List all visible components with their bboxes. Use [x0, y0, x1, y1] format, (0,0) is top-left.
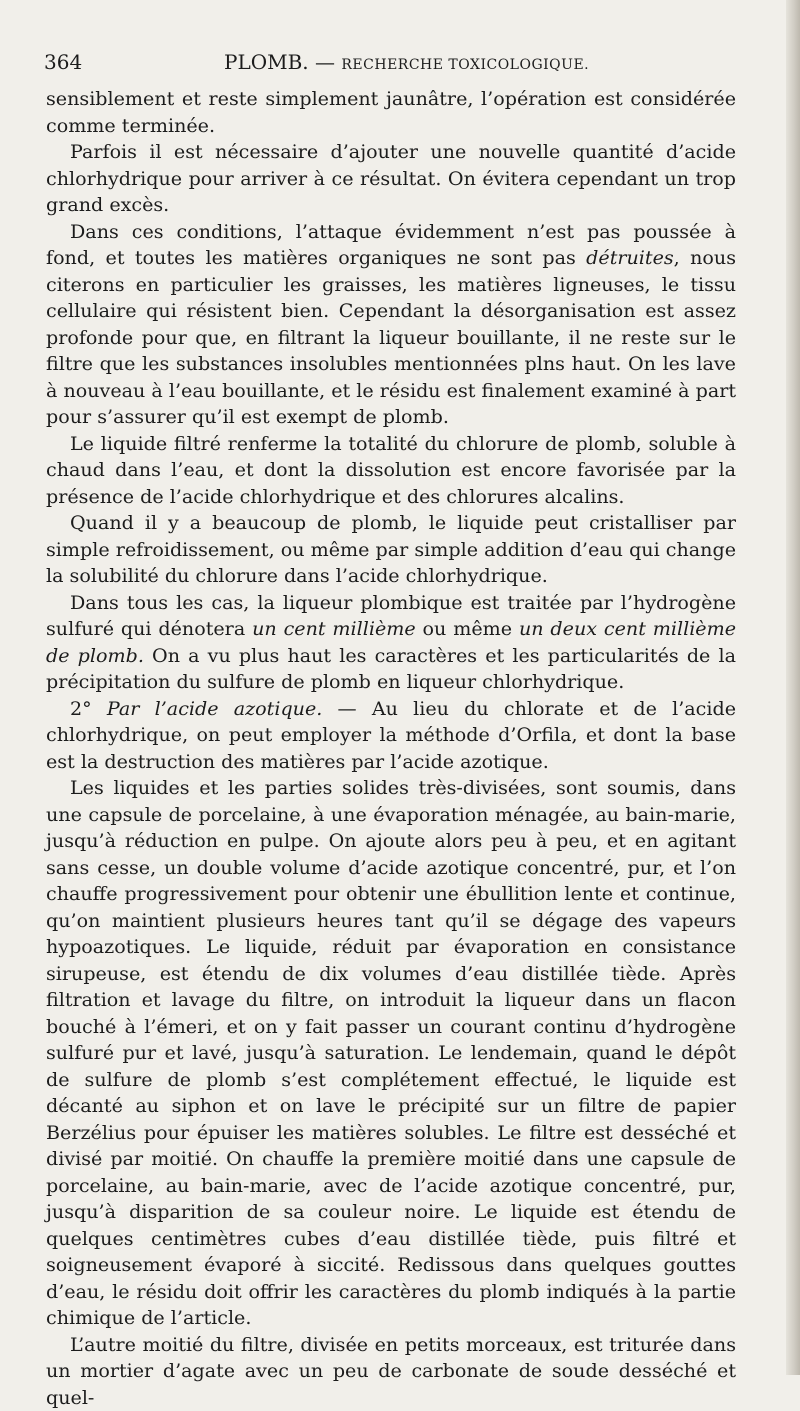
paragraph: Dans tous les cas, la liqueur plombique est traitée par l’hydrogène sulfuré qui dénotera un cent millième ou même un deux cent millième de plomb. On a vu plus haut les caractères et les particularités de la précipitation du sulfure de plomb en liqueur chlorhydrique.: [46, 590, 736, 696]
paragraph: Quand il y a beaucoup de plomb, le liquide peut cristalliser par simple refroidissement, ou même par simple addition d’eau qui change la solubilité du chlorure dans l’acide chlorhydrique.: [46, 510, 736, 590]
paragraph-continued: sensiblement et reste simplement jaunâtre, l’opération est considérée comme terminée.: [46, 86, 736, 139]
paragraph: Dans ces conditions, l’attaque évidemment n’est pas poussée à fond, et toutes les matières organiques ne sont pas détruites, nous citerons en particulier les graisses, les matières ligneuses, le tissu cellulaire qui résistent bien. Cependant la désorganisation est assez profonde pour que, en filtrant la liqueur bouillante, il ne reste sur le filtre que les substances insolubles mentionnées plns haut. On les lave à nouveau à l’eau bouillante, et le résidu est finalement examiné à part pour s’assurer qu’il est exempt de plomb.: [46, 219, 736, 431]
page-edge-shadow: [786, 0, 800, 1375]
paragraph-section: 2° Par l’acide azotique. — Au lieu du chlorate et de l’acide chlorhydrique, on peut employer la méthode d’Orfila, et dont la base est la destruction des matières par l’acide azotique.: [46, 696, 736, 776]
paragraph: Le liquide filtré renferme la totalité du chlorure de plomb, soluble à chaud dans l’eau, et dont la dissolution est encore favorisée par la présence de l’acide chlorhydrique et des chlorures alcalins.: [46, 431, 736, 511]
paragraph: L’autre moitié du filtre, divisée en petits morceaux, est triturée dans un mortier d’agate avec un peu de carbonate de soude desséché et quel-: [46, 1332, 736, 1411]
section-heading: Par l’acide azotique.: [107, 697, 322, 720]
paragraph: Les liquides et les parties solides très-divisées, sont soumis, dans une capsule de porcelaine, à une évaporation ménagée, au bain-marie, jusqu’à réduction en pulpe. On ajoute alors peu à peu, et en agitant sans cesse, un double volume d’acide azotique concentré, pur, et l’on chauffe progressivement pour obtenir une ébullition lente et continue, qu’on maintient plusieurs heures tant qu’il se dégage des vapeurs hypoazotiques. Le liquide, réduit par évaporation en consistance sirupeuse, est étendu de dix volumes d’eau distillée tiède. Après filtration et lavage du filtre, on introduit la liqueur dans un flacon bouché à l’émeri, et on y fait passer un courant continu d’hydrogène sulfuré pur et lavé, jusqu’à saturation. Le lendemain, quand le dépôt de sulfure de plomb s’est complétement effectué, le liquide est décanté au siphon et on lave le précipité sur un filtre de papier Berzélius pour épuiser les matières solubles. Le filtre est desséché et divisé par moitié. On chauffe la première moitié dans une capsule de porcelaine, au bain-marie, avec de l’acide azotique concentré, pur, jusqu’à disparition de sa couleur noire. Le liquide est étendu de quelques centimètres cubes d’eau distillée tiède, puis filtré et soigneusement évaporé à siccité. Redissous dans quelques gouttes d’eau, le résidu doit offrir les caractères du plomb indiqués à la partie chimique de l’article.: [46, 775, 736, 1332]
running-title: [224, 46, 589, 81]
italic-term: un deux cent millième de plomb.: [46, 617, 736, 667]
italic-term: un cent millième: [252, 617, 416, 640]
running-header: [44, 46, 744, 78]
italic-term: détruites: [586, 246, 674, 269]
page-number: 364: [44, 46, 82, 78]
paragraph: Parfois il est nécessaire d’ajouter une nouvelle quantité d’acide chlorhydrique pour arriver à ce résultat. On évitera cependant un trop grand excès.: [46, 139, 736, 219]
running-title-sub: RECHERCHE TOXICOLOGIQUE.: [341, 57, 589, 73]
running-title-main: PLOMB. —: [224, 50, 335, 74]
body-text: [46, 86, 736, 1411]
